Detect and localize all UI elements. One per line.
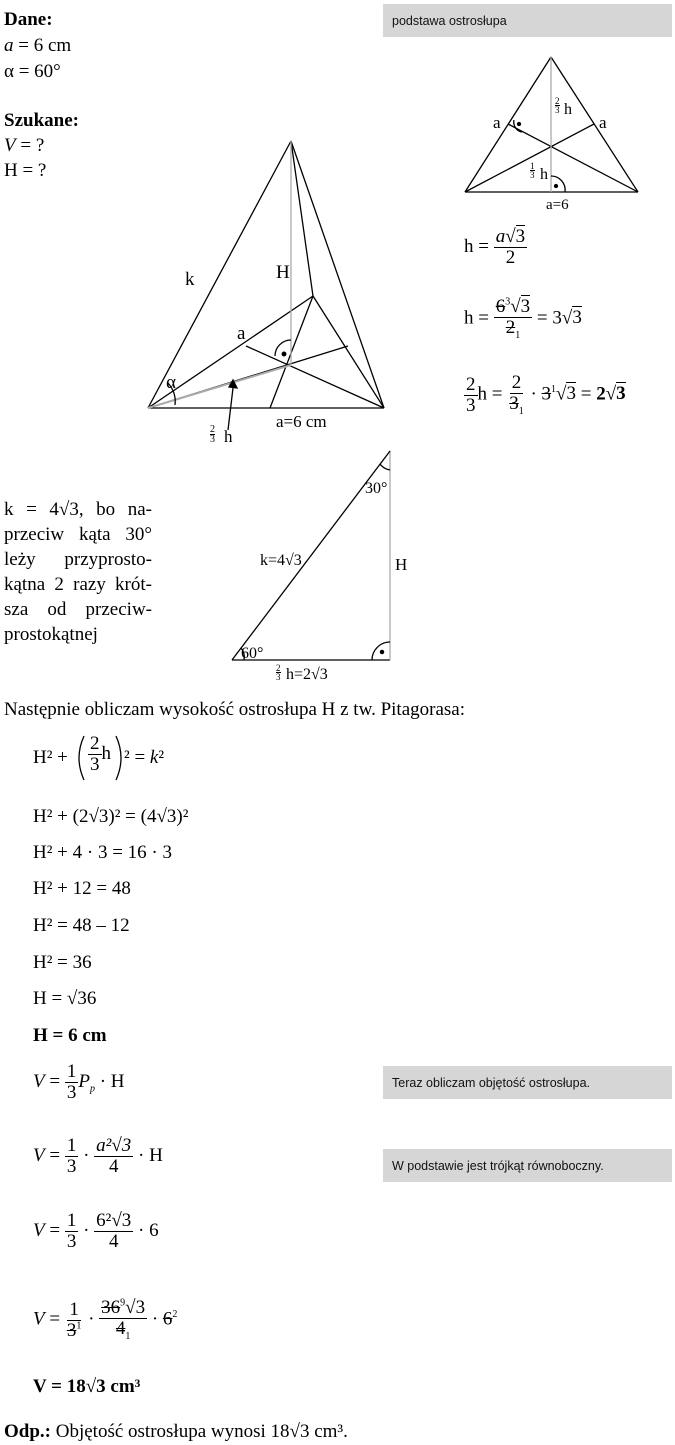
pyth-line-1-frac: $\frac{2}{3}$ h bbox=[90, 733, 111, 775]
note-volume: Teraz obliczam objętość ostrosłupa. bbox=[383, 1066, 672, 1099]
pyth-result: H = 6 cm bbox=[33, 1025, 107, 1046]
base-a-left: a bbox=[493, 113, 501, 132]
pyramid-h-label: H bbox=[276, 262, 290, 283]
pyth-line-1-pre: H² + bbox=[33, 747, 68, 768]
rt-hyp-label: k=4√3 bbox=[260, 552, 302, 569]
vol-line-4: V = $\frac{1}{3^1}$ · $\frac{36^9√3}{4_1}$ · $6^2$ bbox=[33, 1297, 178, 1342]
pyramid-k-label: k bbox=[185, 269, 195, 290]
pyth-line-4: H² + 12 = 48 bbox=[33, 878, 131, 899]
pyramid-h-small: h bbox=[224, 427, 233, 446]
rt-angle-30: 30° bbox=[365, 480, 388, 497]
rt-angle-60: 60° bbox=[241, 645, 264, 662]
base-a-right: a bbox=[599, 113, 607, 132]
pyramid-base-label: a=6 cm bbox=[276, 412, 327, 431]
h-formula-2: h = $\frac{6^3√3}{2_1}$ = 3√3 bbox=[464, 296, 582, 341]
pyramid-two-thirds: 2 3 bbox=[210, 424, 215, 445]
sought-v: V = ? bbox=[4, 135, 45, 156]
base-one-third-h: h bbox=[540, 166, 548, 183]
rt-base-frac: 2 3 bbox=[276, 663, 281, 682]
pythagoras-intro: Następnie obliczam wysokość ostrosłupa H z tw. Pitagorasa: bbox=[4, 699, 466, 720]
answer: Odp.: Objętość ostrosłupa wynosi 18√3 cm³. bbox=[4, 1421, 348, 1442]
base-two-thirds-h: h bbox=[564, 101, 572, 118]
sought-h: H = ? bbox=[4, 160, 47, 181]
given-heading: Dane: bbox=[4, 9, 53, 30]
vol-line-1: V = $\frac{1}{3}$ $P_p \cdot H$ bbox=[33, 1061, 125, 1103]
h-formula-3: $\frac{2}{3}$ h = $\frac{2}{3_1}$ · $3^1√3 = 2√3$ bbox=[466, 372, 626, 417]
vol-line-2: V = $\frac{1}{3}$ · $\frac{\text{a²√3}}{4}$ · H bbox=[33, 1135, 163, 1177]
rt-base-label: h=2√3 bbox=[286, 666, 328, 683]
pyramid-alpha-label: α bbox=[166, 372, 176, 393]
k-explanation: k = 4√3, bo na- przeciw kąta 30° leży przyprosto-kątna 2 razy krót-sza od przeciw-prostokątnej bbox=[4, 499, 152, 645]
given-a: a = 6 cm bbox=[4, 35, 72, 56]
pyth-line-1-post: ² = k² bbox=[124, 747, 165, 768]
note-equilateral: W podstawie jest trójkąt równoboczny. bbox=[383, 1149, 672, 1182]
pyramid-figure bbox=[148, 141, 384, 430]
base-bottom-label: a=6 bbox=[546, 197, 569, 213]
base-two-thirds-frac: 2 3 bbox=[555, 96, 560, 115]
vol-result: V = 18√3 cm³ bbox=[33, 1376, 141, 1397]
h-formula-1: h = $\frac{a√3}{2}$ bbox=[464, 226, 526, 268]
base-one-third-frac: 1 3 bbox=[530, 161, 535, 180]
pyth-line-7: H = √36 bbox=[33, 988, 97, 1009]
pyramid-a-label: a bbox=[237, 323, 246, 344]
pyth-line-6: H² = 36 bbox=[33, 952, 92, 973]
note-base: podstawa ostrosłupa bbox=[383, 4, 672, 37]
pyth-line-3: H² + 4 · 3 = 16 · 3 bbox=[33, 842, 173, 863]
sought-heading: Szukane: bbox=[4, 110, 79, 131]
pyth-line-5: H² = 48 – 12 bbox=[33, 915, 130, 936]
rt-h-label: H bbox=[395, 555, 408, 574]
vol-line-3: V = $\frac{1}{3}$ · $\frac{\text{6²√3}}{4}$ · 6 bbox=[33, 1210, 159, 1252]
pyth-line-2: H² + (2√3)² = (4√3)² bbox=[33, 806, 189, 827]
given-alpha: α = 60° bbox=[4, 61, 61, 82]
base-triangle-figure bbox=[465, 57, 638, 192]
